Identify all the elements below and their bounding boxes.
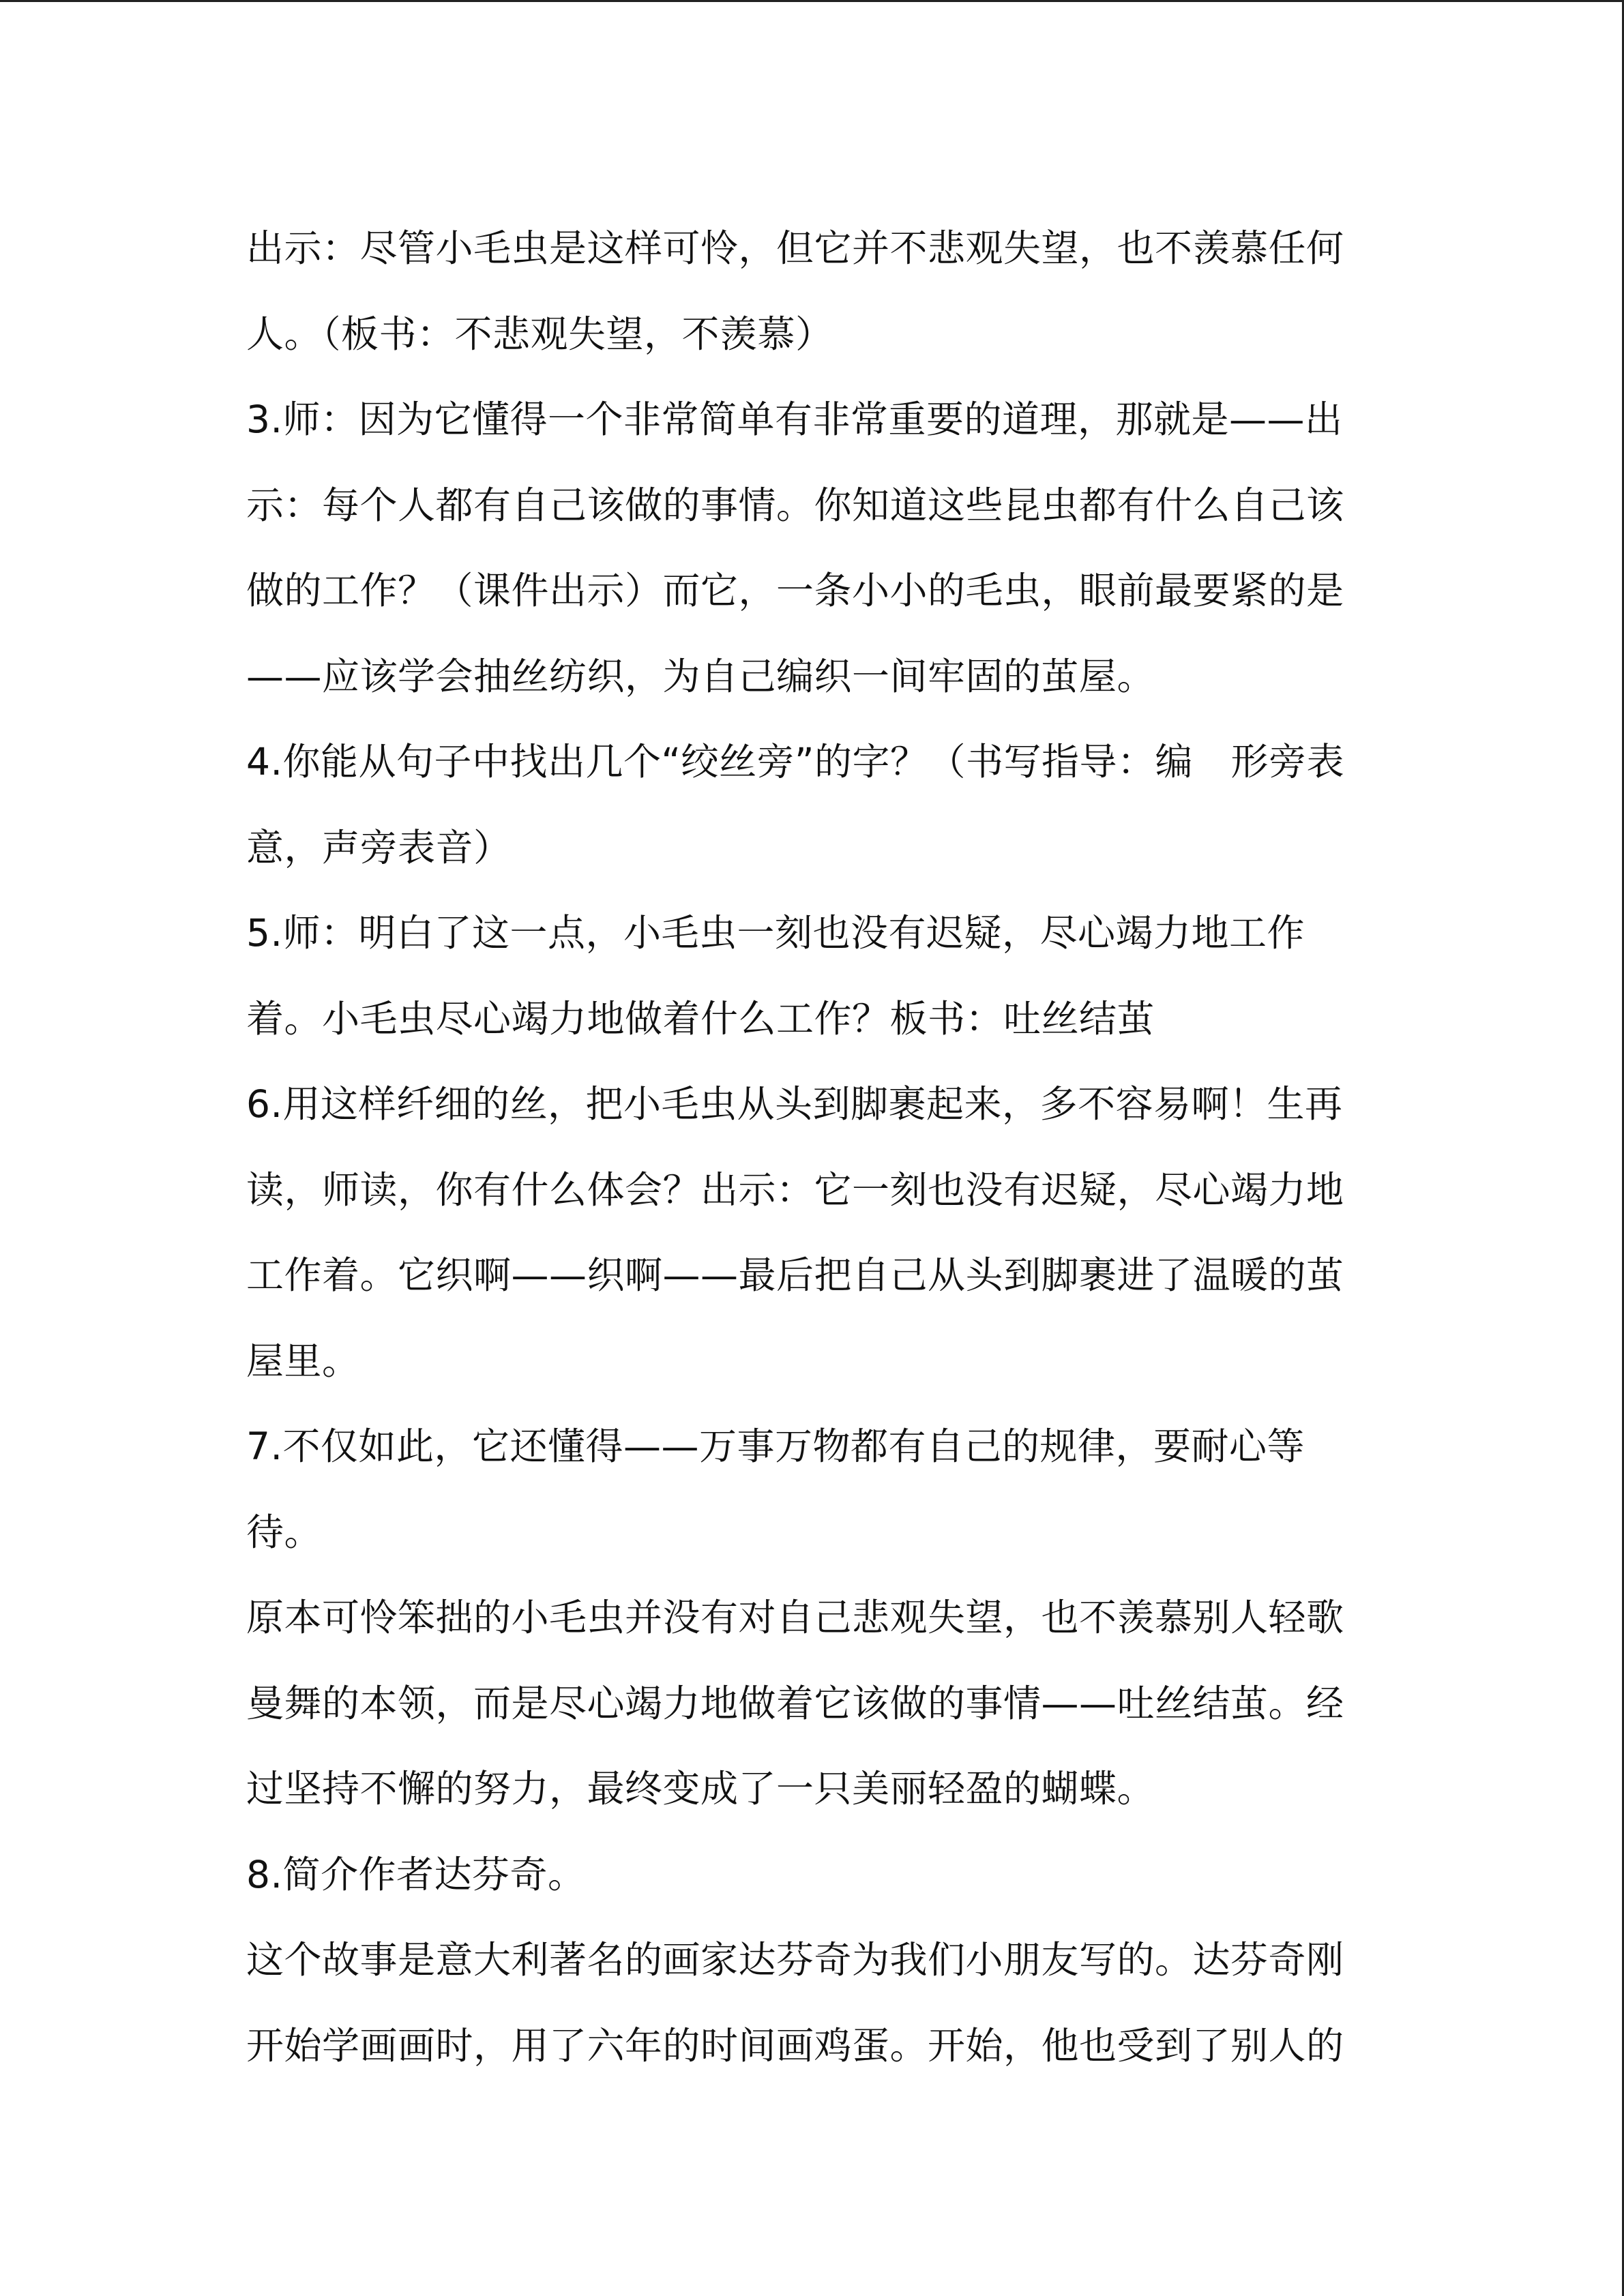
text-line: 7.不仅如此，它还懂得——万事万物都有自己的规律，要耐心等 xyxy=(246,1425,1305,1468)
text-line: ——应该学会抽丝纺织，为自己编织一间牢固的茧屋。 xyxy=(246,654,1155,698)
document-body xyxy=(246,206,1378,2089)
text-line: 意，声旁表音） xyxy=(246,825,512,869)
text-line: 过坚持不懈的努力，最终变成了一只美丽轻盈的蝴蝶。 xyxy=(246,1767,1155,1810)
text-line: 5.师：明白了这一点，小毛虫一刻也没有迟疑，尽心竭力地工作 xyxy=(246,911,1305,955)
text-line: 工作着。它织啊——织啊——最后把自己从头到脚裹进了温暖的茧 xyxy=(246,1253,1344,1297)
text-line: 曼舞的本领，而是尽心竭力地做着它该做的事情——吐丝结茧。经 xyxy=(246,1681,1344,1725)
text-line: 4.你能从句子中找出几个“绞丝旁”的字？（书写指导：编 形旁表 xyxy=(246,740,1344,784)
text-line: 出示：尽管小毛虫是这样可怜，但它并不悲观失望，也不羡慕任何 xyxy=(246,226,1344,270)
text-line: 这个故事是意大利著名的画家达芬奇为我们小朋友写的。达芬奇刚 xyxy=(246,1938,1344,1982)
text-line: 屋里。 xyxy=(246,1339,360,1383)
text-line: 开始学画画时，用了六年的时间画鸡蛋。开始，他也受到了别人的 xyxy=(246,2023,1344,2068)
text-line: 3.师：因为它懂得一个非常简单有非常重要的道理，那就是——出 xyxy=(246,398,1343,441)
text-line: 读，师读，你有什么体会？出示：它一刻也没有迟疑，尽心竭力地 xyxy=(246,1167,1344,1212)
text-line: 着。小毛虫尽心竭力地做着什么工作？板书：吐丝结茧 xyxy=(246,996,1155,1041)
text-line: 人。（板书：不悲观失望，不羡慕） xyxy=(246,312,833,356)
text-line: 原本可怜笨拙的小毛虫并没有对自己悲观失望，也不羡慕别人轻歌 xyxy=(246,1596,1344,1639)
text-line: 做的工作？（课件出示）而它，一条小小的毛虫，眼前最要紧的是 xyxy=(246,569,1344,612)
text-line: 6.用这样纤细的丝，把小毛虫从头到脚裹起来，多不容易啊！生再 xyxy=(246,1082,1343,1126)
text-line: 8.简介作者达芬奇。 xyxy=(246,1852,586,1896)
text-line: 待。 xyxy=(246,1510,323,1554)
page-top-border xyxy=(0,0,1624,2)
text-line: 示：每个人都有自己该做的事情。你知道这些昆虫都有什么自己该 xyxy=(246,483,1344,527)
